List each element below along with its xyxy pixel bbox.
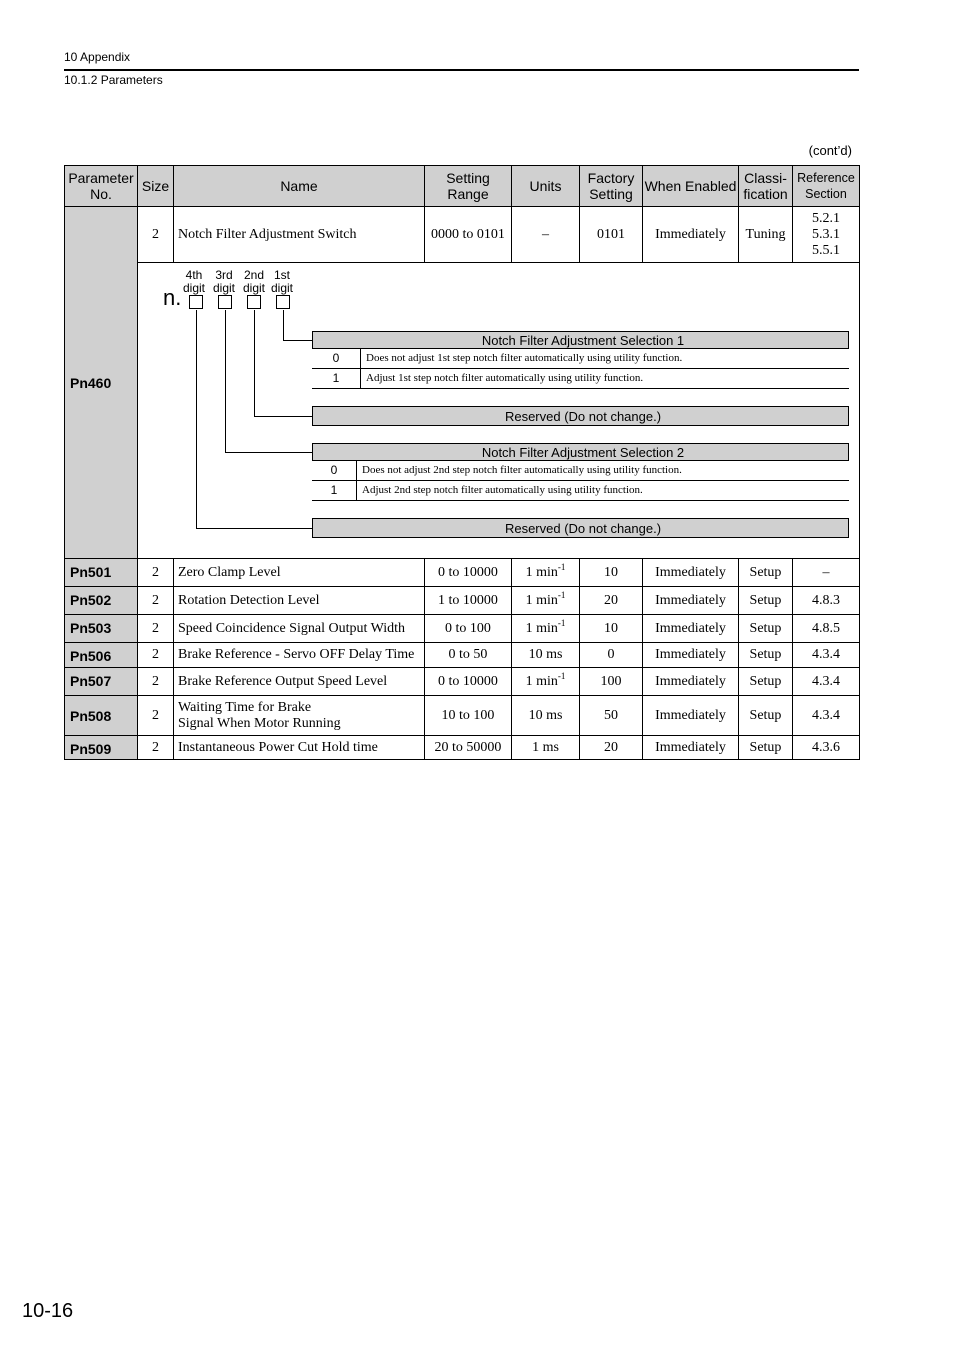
connector-3rd-h xyxy=(225,452,313,453)
digit-diagram-cell xyxy=(138,263,860,559)
factory-setting-cell: 20 xyxy=(580,736,643,760)
units-cell: 10 ms xyxy=(512,643,580,668)
col-setting-range: Setting Range xyxy=(425,166,512,207)
reference-cell: 4.3.4 xyxy=(793,643,860,668)
when-enabled-cell: Immediately xyxy=(643,587,739,615)
param-no-cell: Pn508 xyxy=(65,696,138,736)
reference-cell: 4.3.4 xyxy=(793,668,860,696)
reference-cell: 4.8.5 xyxy=(793,615,860,643)
setting-range-cell: 0 to 50 xyxy=(425,643,512,668)
diagram-row xyxy=(65,263,860,559)
factory-setting-cell: 0 xyxy=(580,643,643,668)
factory-setting-cell: 20 xyxy=(580,587,643,615)
option-row: 1 Adjust 2nd step notch filter automatically using utility function. xyxy=(312,481,849,501)
units-cell: 1 $\min^{-1}$ xyxy=(512,587,580,615)
table-row xyxy=(65,207,860,263)
setting-range-cell: 10 to 100 xyxy=(425,696,512,736)
connector-4th xyxy=(196,310,197,528)
col-units: Units xyxy=(512,166,580,207)
col-classification: Classi- fication xyxy=(739,166,793,207)
col-size: Size xyxy=(138,166,174,207)
classification-cell: Setup xyxy=(739,736,793,760)
digit-box-3rd xyxy=(218,295,232,309)
name-cell: Instantaneous Power Cut Hold time xyxy=(174,736,425,760)
connector-4th-h xyxy=(196,528,313,529)
name-cell: Zero Clamp Level xyxy=(174,559,425,587)
reference-line: 5.2.1 xyxy=(812,210,840,226)
name-cell: Brake Reference Output Speed Level xyxy=(174,668,425,696)
reference-line: 5.3.1 xyxy=(812,226,840,242)
size-cell: 2 xyxy=(138,559,174,587)
classification-cell: Setup xyxy=(739,559,793,587)
size-cell: 2 xyxy=(138,587,174,615)
connector-2nd xyxy=(254,310,255,416)
units-cell: 1 $\min^{-1}$ xyxy=(512,668,580,696)
when-enabled-cell: Immediately xyxy=(643,615,739,643)
param-no-cell: Pn460 xyxy=(65,207,138,559)
reference-cell: 4.3.4 xyxy=(793,696,860,736)
size-cell: 2 xyxy=(138,615,174,643)
param-no-cell: Pn503 xyxy=(65,615,138,643)
setting-range-cell: 0 to 100 xyxy=(425,615,512,643)
col-reference-section: Reference Section xyxy=(793,166,860,207)
param-no-cell: Pn507 xyxy=(65,668,138,696)
digit-label-4th: 4th digit xyxy=(182,268,205,295)
classification-cell: Setup xyxy=(739,587,793,615)
col-when-enabled: When Enabled xyxy=(643,166,739,207)
size-cell: 2 xyxy=(138,643,174,668)
units-cell: 1 ms xyxy=(512,736,580,760)
connector-3rd xyxy=(225,310,226,452)
header-rule xyxy=(64,69,859,71)
param-no-cell: Pn502 xyxy=(65,587,138,615)
classification-cell: Setup xyxy=(739,615,793,643)
units-cell: – xyxy=(512,207,580,263)
col-factory-setting: Factory Setting xyxy=(580,166,643,207)
units-cell: 10 ms xyxy=(512,696,580,736)
when-enabled-cell: Immediately xyxy=(643,559,739,587)
name-cell: Rotation Detection Level xyxy=(174,587,425,615)
name-line: Signal When Motor Running xyxy=(178,715,341,731)
reference-cell: – xyxy=(793,559,860,587)
option-row: 0 Does not adjust 1st step notch filter automatically using utility function. xyxy=(312,349,849,369)
name-cell: Brake Reference - Servo OFF Delay Time xyxy=(174,643,425,668)
continued-label: (cont’d) xyxy=(808,143,852,158)
chapter-header: 10 Appendix xyxy=(64,50,131,64)
table-header-row xyxy=(65,166,860,207)
connector-1st xyxy=(283,310,284,340)
table-row xyxy=(65,668,860,696)
setting-range-cell: 1 to 10000 xyxy=(425,587,512,615)
digit-box-4th xyxy=(189,295,203,309)
digit-box-1st xyxy=(276,295,290,309)
connector-1st-h xyxy=(283,340,313,341)
section-title-2: Reserved (Do not change.) xyxy=(312,406,849,426)
factory-setting-cell: 100 xyxy=(580,668,643,696)
connector-2nd-h xyxy=(254,416,313,417)
classification-cell: Setup xyxy=(739,696,793,736)
digit-label-3rd: 3rd digit xyxy=(212,268,235,295)
setting-range-cell: 0 to 10000 xyxy=(425,559,512,587)
col-param-no: Parameter No. xyxy=(65,166,138,207)
when-enabled-cell: Immediately xyxy=(643,643,739,668)
factory-setting-cell: 0101 xyxy=(580,207,643,263)
size-cell: 2 xyxy=(138,668,174,696)
section-header: 10.1.2 Parameters xyxy=(64,73,163,87)
units-cell: 1 $\min^{-1}$ xyxy=(512,559,580,587)
classification-cell: Setup xyxy=(739,668,793,696)
table-row xyxy=(65,736,860,760)
factory-setting-cell: 10 xyxy=(580,615,643,643)
name-cell: Notch Filter Adjustment Switch xyxy=(174,207,425,263)
name-line: Waiting Time for Brake xyxy=(178,699,312,715)
reference-line: 5.5.1 xyxy=(812,242,840,258)
prefix-n: n. xyxy=(163,285,182,310)
classification-cell: Tuning xyxy=(739,207,793,263)
digit-box-2nd xyxy=(247,295,261,309)
reference-cell xyxy=(793,207,860,263)
digit-diagram xyxy=(138,263,859,558)
digit-label-2nd: 2nd digit xyxy=(242,268,265,295)
name-cell xyxy=(174,696,425,736)
param-no-cell: Pn509 xyxy=(65,736,138,760)
when-enabled-cell: Immediately xyxy=(643,736,739,760)
section-title-3: Notch Filter Adjustment Selection 2 xyxy=(312,443,849,461)
when-enabled-cell: Immediately xyxy=(643,668,739,696)
setting-range-cell: 0000 to 0101 xyxy=(425,207,512,263)
size-cell: 2 xyxy=(138,207,174,263)
page-number: 10-16 xyxy=(22,1300,74,1322)
option-row: 0 Does not adjust 2nd step notch filter automatically using utility function. xyxy=(312,461,849,481)
factory-setting-cell: 50 xyxy=(580,696,643,736)
classification-cell: Setup xyxy=(739,643,793,668)
col-name: Name xyxy=(174,166,425,207)
table-row xyxy=(65,615,860,643)
option-row: 1 Adjust 1st step notch filter automatically using utility function. xyxy=(312,369,849,389)
units-cell: 1 $\min^{-1}$ xyxy=(512,615,580,643)
digit-label-1st: 1st digit xyxy=(270,268,293,295)
table-row xyxy=(65,587,860,615)
parameter-table xyxy=(64,165,860,760)
setting-range-cell: 0 to 10000 xyxy=(425,668,512,696)
section-title-1: Notch Filter Adjustment Selection 1 xyxy=(312,331,849,349)
size-cell: 2 xyxy=(138,696,174,736)
setting-range-cell: 20 to 50000 xyxy=(425,736,512,760)
param-no-cell: Pn501 xyxy=(65,559,138,587)
reference-cell: 4.3.6 xyxy=(793,736,860,760)
table-row xyxy=(65,696,860,736)
table-row xyxy=(65,643,860,668)
section-title-4: Reserved (Do not change.) xyxy=(312,518,849,538)
name-cell: Speed Coincidence Signal Output Width xyxy=(174,615,425,643)
factory-setting-cell: 10 xyxy=(580,559,643,587)
reference-cell: 4.8.3 xyxy=(793,587,860,615)
when-enabled-cell: Immediately xyxy=(643,207,739,263)
table-row xyxy=(65,559,860,587)
param-no-cell: Pn506 xyxy=(65,643,138,668)
size-cell: 2 xyxy=(138,736,174,760)
when-enabled-cell: Immediately xyxy=(643,696,739,736)
